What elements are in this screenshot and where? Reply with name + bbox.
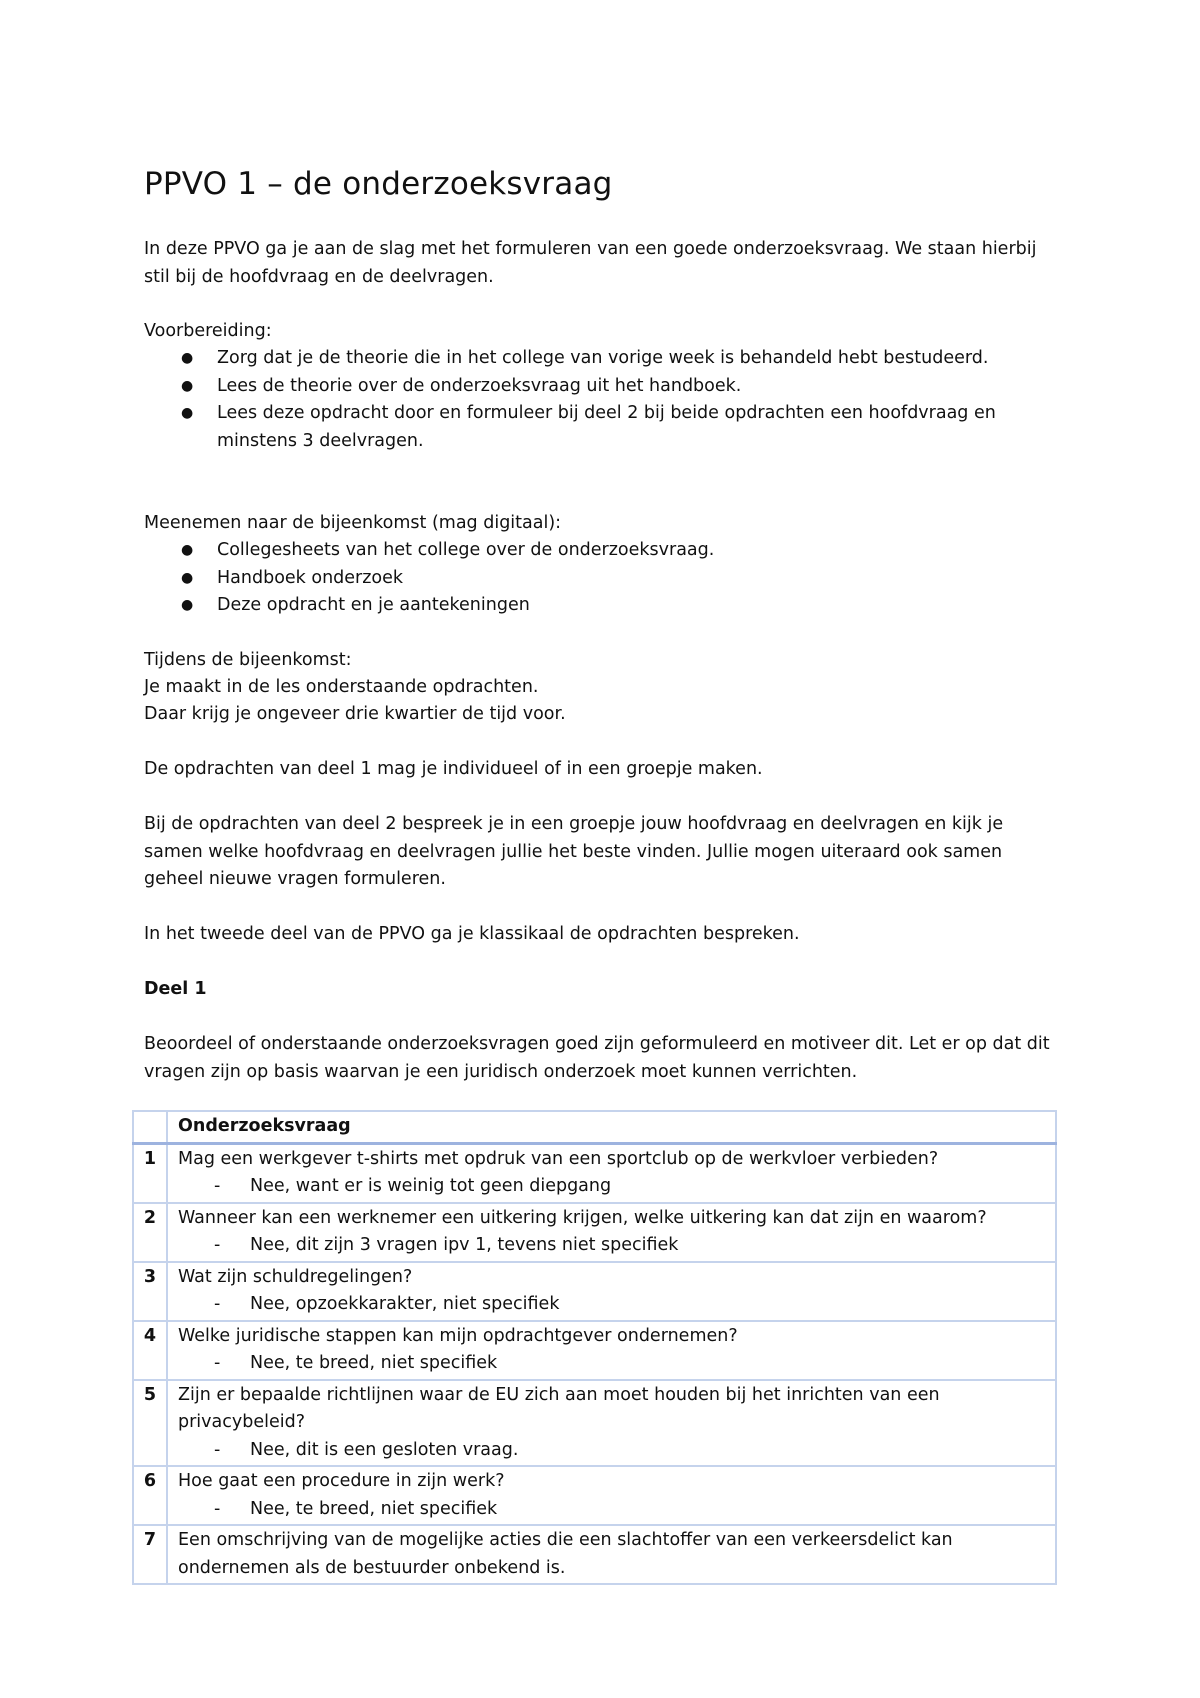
page-title: PPVO 1 – de onderzoeksvraag bbox=[144, 166, 613, 202]
list-item: ● Zorg dat je de theorie die in het college van vorige week is behandeld hebt bestudeerd. bbox=[144, 345, 1059, 373]
answer-text: Nee, dit zijn 3 vragen ipv 1, tevens niet specifiek bbox=[250, 1235, 679, 1255]
answer-line: - Nee, opzoekkarakter, niet specifiek bbox=[214, 1294, 560, 1314]
question-text: Zijn er bepaalde richtlijnen waar de EU zich aan moet houden bij het inrichten van een privacybeleid? bbox=[178, 1384, 940, 1432]
deel1-text: Beoordeel of onderstaande onderzoeksvragen goed zijn geformuleerd en motiveer dit. Let er op dat dit vragen zijn op basis waarvan je een juridisch onderzoek moet kunnen verrichten. bbox=[144, 1034, 1050, 1082]
answer-line: - Nee, dit is een gesloten vraag. bbox=[214, 1439, 519, 1460]
tijdens-line-2: Daar krijg je ongeveer drie kwartier de tijd voor. bbox=[144, 704, 566, 724]
question-text: Hoe gaat een procedure in zijn werk? bbox=[178, 1471, 505, 1491]
table-row bbox=[133, 1143, 1056, 1203]
question-cell bbox=[167, 1525, 1056, 1584]
tijdens-line-1: Je maakt in de les onderstaande opdrachten. bbox=[144, 677, 539, 697]
answer-line: - Nee, want er is weinig tot geen diepgang bbox=[214, 1176, 612, 1196]
question-text: Wanneer kan een werknemer een uitkering krijgen, welke uitkering kan dat zijn en waarom? bbox=[178, 1207, 987, 1228]
voorbereiding-heading: Voorbereiding: bbox=[144, 321, 272, 341]
row-number: 6 bbox=[133, 1466, 167, 1525]
row-number: 7 bbox=[133, 1525, 167, 1584]
answer-line: - Nee, te breed, niet specifiek bbox=[214, 1353, 498, 1373]
answer-text: Nee, dit is een gesloten vraag. bbox=[250, 1439, 519, 1460]
table-row bbox=[133, 1321, 1056, 1380]
list-item: ● Collegesheets van het college over de onderzoeksvraag. bbox=[144, 537, 1059, 565]
bullet-icon: ● bbox=[181, 377, 194, 394]
question-text: Wat zijn schuldregelingen? bbox=[178, 1266, 413, 1287]
questions-table bbox=[132, 1110, 1057, 1585]
table-row bbox=[133, 1380, 1056, 1467]
meenemen-heading: Meenemen naar de bijeenkomst (mag digitaal): bbox=[144, 513, 562, 533]
row-number: 4 bbox=[133, 1321, 167, 1380]
row-number: 2 bbox=[133, 1203, 167, 1262]
question-text: Welke juridische stappen kan mijn opdrachtgever ondernemen? bbox=[178, 1325, 738, 1346]
question-cell bbox=[167, 1380, 1056, 1467]
meenemen-list bbox=[144, 537, 1059, 620]
answer-text: Nee, want er is weinig tot geen diepgang bbox=[250, 1176, 612, 1196]
row-number: 1 bbox=[133, 1143, 167, 1203]
klassikaal-paragraph: In het tweede deel van de PPVO ga je klassikaal de opdrachten bespreken. bbox=[144, 924, 800, 944]
header-cell: Onderzoeksvraag bbox=[167, 1111, 1056, 1143]
table-row bbox=[133, 1525, 1056, 1584]
bullet-icon: ● bbox=[181, 597, 194, 613]
table-header-row bbox=[133, 1111, 1056, 1143]
list-item: ● Handboek onderzoek bbox=[144, 565, 1059, 593]
question-cell bbox=[167, 1143, 1056, 1203]
answer-text: Nee, te breed, niet specifiek bbox=[250, 1498, 498, 1519]
list-item: ● Lees de theorie over de onderzoeksvraag uit het handboek. bbox=[144, 373, 1059, 401]
row-number: 3 bbox=[133, 1262, 167, 1321]
question-cell bbox=[167, 1321, 1056, 1380]
table-row bbox=[133, 1262, 1056, 1321]
bullet-icon: ● bbox=[181, 405, 194, 421]
question-cell bbox=[167, 1203, 1056, 1262]
question-text: Een omschrijving van de mogelijke acties die een slachtoffer van een verkeersdelict kan ondernemen als de bestuurder onbekend is. bbox=[178, 1530, 953, 1578]
table-row bbox=[133, 1203, 1056, 1262]
answer-line: - Nee, dit zijn 3 vragen ipv 1, tevens niet specifiek bbox=[214, 1235, 679, 1255]
deel1-heading: Deel 1 bbox=[144, 979, 207, 999]
answer-line: - Nee, te breed, niet specifiek bbox=[214, 1498, 498, 1519]
question-text: Mag een werkgever t-shirts met opdruk van een sportclub op de werkvloer verbieden? bbox=[178, 1148, 939, 1169]
answer-text: Nee, te breed, niet specifiek bbox=[250, 1353, 498, 1373]
row-number: 5 bbox=[133, 1380, 167, 1467]
list-item: ● Deze opdracht en je aantekeningen bbox=[144, 592, 1059, 620]
tijdens-heading: Tijdens de bijeenkomst: bbox=[144, 650, 352, 670]
bullet-icon: ● bbox=[181, 569, 194, 586]
header-num-cell bbox=[133, 1111, 167, 1143]
deel1-instruction: De opdrachten van deel 1 mag je individueel of in een groepje maken. bbox=[144, 759, 763, 779]
bullet-icon: ● bbox=[181, 350, 194, 366]
answer-text: Nee, opzoekkarakter, niet specifiek bbox=[250, 1294, 560, 1314]
bullet-icon: ● bbox=[181, 542, 194, 558]
voorbereiding-list bbox=[144, 345, 1059, 455]
intro-paragraph: In deze PPVO ga je aan de slag met het formuleren van een goede onderzoeksvraag. We staan hierbij stil bij de hoofdvraag en de deelvragen. bbox=[144, 239, 1037, 287]
question-cell bbox=[167, 1466, 1056, 1525]
deel2-instruction: Bij de opdrachten van deel 2 bespreek je in een groepje jouw hoofdvraag en deelvragen en kijk je samen welke hoofdvraag en deelvragen jullie het beste vinden. Jullie mogen uiteraard ook samen geheel nieuwe vragen formuleren. bbox=[144, 814, 1004, 889]
table-row bbox=[133, 1466, 1056, 1525]
list-item: ● Lees deze opdracht door en formuleer bij deel 2 bij beide opdrachten een hoofdvraag en minstens 3 deelvragen. bbox=[144, 400, 1059, 455]
question-cell bbox=[167, 1262, 1056, 1321]
